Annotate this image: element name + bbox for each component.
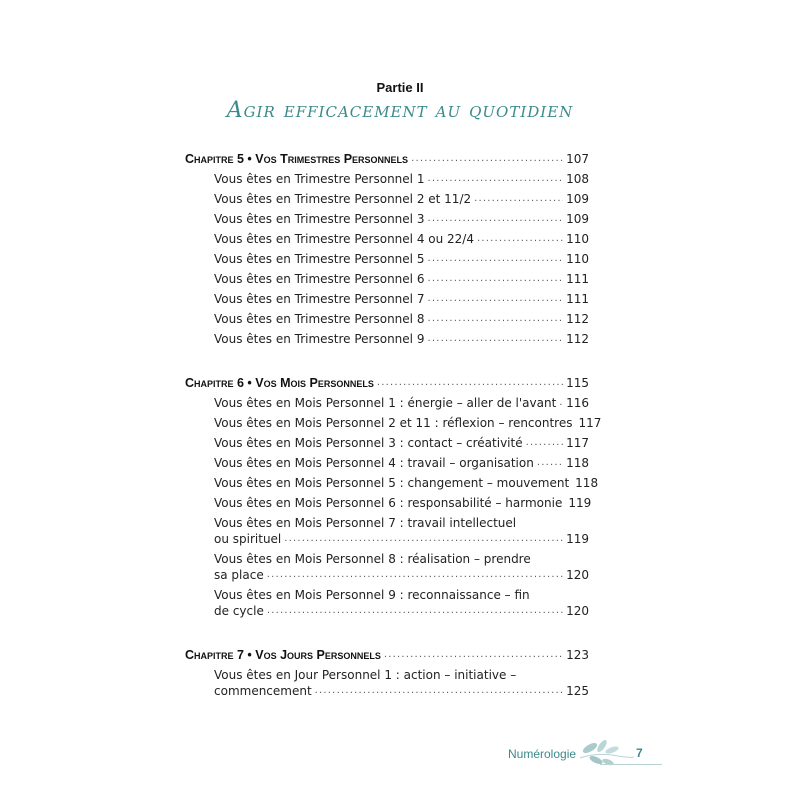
footer-rule [600, 764, 662, 765]
toc-entry[interactable] [214, 531, 589, 547]
dot-leader [474, 191, 563, 207]
entry-text: Vous êtes en Trimestre Personnel 4 ou 22/4 [214, 232, 474, 246]
dot-leader [427, 271, 563, 287]
toc-entry-first-line[interactable]: Vous êtes en Mois Personnel 8 : réalisation – prendre [214, 552, 531, 566]
toc-entry-first-line[interactable]: Vous êtes en Jour Personnel 1 : action – initiative – [214, 668, 517, 682]
toc-entry[interactable] [214, 683, 589, 699]
toc-entry[interactable] [214, 455, 589, 471]
page-number: 119 [568, 496, 592, 510]
page-number: 110 [566, 232, 589, 246]
entry-text: Vous êtes en Mois Personnel 5 : changement – mouvement [214, 476, 570, 490]
dot-leader [537, 455, 563, 471]
page-number: 118 [575, 476, 599, 490]
toc-entry[interactable] [214, 251, 589, 267]
dot-leader [427, 331, 563, 347]
toc-entry[interactable] [214, 271, 589, 287]
toc-chapter-5[interactable] [185, 151, 589, 167]
entry-text: Vous êtes en Mois Personnel 3 : contact – créativité [214, 436, 523, 450]
page-number: 117 [578, 416, 602, 430]
entry-text: Vous êtes en Mois Personnel 4 : travail – organisation [214, 456, 534, 470]
toc-entry[interactable] [214, 415, 602, 431]
toc-chapter-7[interactable] [185, 647, 589, 663]
dot-leader [267, 567, 563, 583]
dot-leader [427, 311, 563, 327]
entry-text: commencement [214, 684, 312, 698]
page-number: 125 [566, 684, 589, 698]
part-label: Partie II [376, 80, 424, 95]
entry-text: Vous êtes en Trimestre Personnel 5 [214, 252, 425, 266]
chapter-title: Chapitre 5 • Vos Trimestres Personnels [185, 152, 409, 166]
dot-leader [427, 251, 563, 267]
entry-text: Vous êtes en Trimestre Personnel 3 [214, 212, 425, 226]
dot-leader [377, 375, 563, 391]
entry-text: ou spirituel [214, 532, 282, 546]
footer-page-number: 7 [636, 746, 643, 760]
toc-entry[interactable] [214, 211, 589, 227]
page-number: 107 [566, 152, 589, 166]
toc-entry[interactable] [214, 191, 589, 207]
chapter-title: Chapitre 7 • Vos Jours Personnels [185, 648, 381, 662]
entry-text: Vous êtes en Trimestre Personnel 8 [214, 312, 425, 326]
dot-leader [427, 211, 563, 227]
entry-text: Vous êtes en Trimestre Personnel 1 [214, 172, 425, 186]
dot-leader [315, 683, 563, 699]
page-number: 120 [566, 568, 589, 582]
entry-text: Vous êtes en Mois Personnel 6 : responsabilité – harmonie [214, 496, 563, 510]
dot-leader [477, 231, 563, 247]
toc-entry-first-line[interactable]: Vous êtes en Mois Personnel 7 : travail intellectuel [214, 516, 517, 530]
entry-text: Vous êtes en Mois Personnel 2 et 11 : réflexion – rencontres [214, 416, 573, 430]
dot-leader [427, 291, 563, 307]
footer-book-title: Numérologie [508, 747, 577, 761]
page-number: 112 [566, 312, 589, 326]
page-number: 112 [566, 332, 589, 346]
page-number: 111 [566, 272, 589, 286]
entry-text: Vous êtes en Mois Personnel 1 : énergie – aller de l'avant [214, 396, 557, 410]
page-number: 116 [566, 396, 589, 410]
entry-text: de cycle [214, 604, 264, 618]
toc-entry[interactable] [214, 171, 589, 187]
dot-leader [526, 435, 563, 451]
dot-leader [284, 531, 563, 547]
toc-entry[interactable] [214, 603, 589, 619]
page-number: 109 [566, 192, 589, 206]
toc-entry[interactable] [214, 475, 599, 491]
page-number: 117 [566, 436, 589, 450]
toc-entry[interactable] [214, 291, 589, 307]
entry-text: Vous êtes en Trimestre Personnel 6 [214, 272, 425, 286]
toc-entry[interactable] [214, 395, 589, 411]
page-number: 118 [566, 456, 589, 470]
toc-entry[interactable] [214, 311, 589, 327]
part-title: Agir efficacement au quotidien [226, 98, 574, 123]
entry-text: Vous êtes en Trimestre Personnel 9 [214, 332, 425, 346]
page-number: 111 [566, 292, 589, 306]
entry-text: Vous êtes en Trimestre Personnel 2 et 11/2 [214, 192, 472, 206]
page-number: 110 [566, 252, 589, 266]
page-number: 120 [566, 604, 589, 618]
page-number: 119 [566, 532, 589, 546]
toc-entry-first-line[interactable]: Vous êtes en Mois Personnel 9 : reconnaissance – fin [214, 588, 530, 602]
page-number: 115 [566, 376, 589, 390]
toc-entry[interactable] [214, 567, 589, 583]
dot-leader [427, 171, 563, 187]
dot-leader [267, 603, 563, 619]
entry-text: Vous êtes en Trimestre Personnel 7 [214, 292, 425, 306]
page-number: 109 [566, 212, 589, 226]
toc-entry[interactable] [214, 435, 589, 451]
dot-leader [411, 151, 563, 167]
toc-entry[interactable] [214, 331, 589, 347]
entry-text: sa place [214, 568, 264, 582]
page-number: 123 [566, 648, 589, 662]
dot-leader [559, 395, 563, 411]
toc-chapter-6[interactable] [185, 375, 589, 391]
dot-leader [384, 647, 563, 663]
page-number: 108 [566, 172, 589, 186]
toc-entry[interactable] [214, 231, 589, 247]
toc-entry[interactable] [214, 495, 592, 511]
chapter-title: Chapitre 6 • Vos Mois Personnels [185, 376, 374, 390]
